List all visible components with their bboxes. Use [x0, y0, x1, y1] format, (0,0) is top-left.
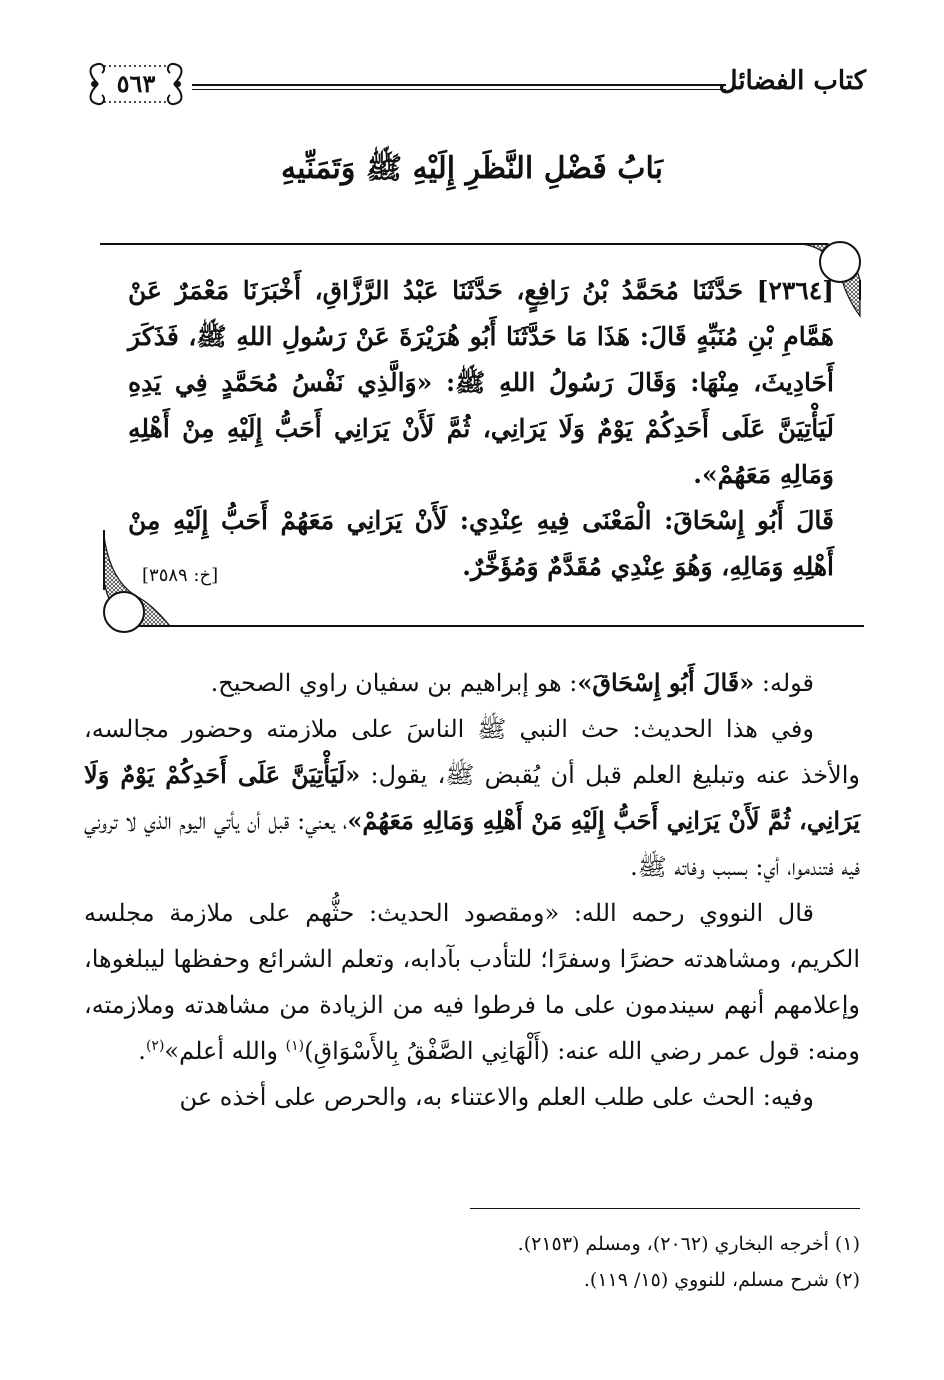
hadith-text — [128, 268, 834, 590]
commentary-text: ، يعني: قبل أن يأتي اليوم الذي لا تروني فيه فتندموا، أي: بسبب وفاته ﷺ. — [84, 807, 860, 881]
book-title: كتاب الفضائل — [718, 66, 866, 96]
commentary-text: قوله: — [754, 669, 814, 697]
page-number: ٥٦٣ — [116, 69, 156, 98]
running-header — [84, 60, 866, 110]
footnote-separator — [470, 1208, 860, 1209]
page-number-ornament — [84, 60, 188, 108]
hadith-reference: [خ: ٣٥٨٩] — [142, 565, 219, 586]
commentary-text: . — [138, 1037, 146, 1065]
commentary — [84, 660, 860, 1120]
header-rule — [192, 84, 726, 86]
commentary-quote: «لَيَأْتِيَنَّ عَلَى أَحَدِكُمْ يَوْمٌ وَلَا يَرَانِي، ثُمَّ لَأَنْ يَرَانِي أَحَبُّ إِلَيْهِ مَنْ أَهْلِهِ وَمَالِهِ مَعَهُمْ» — [84, 760, 860, 835]
footnote-marker[interactable]: (١) — [285, 1038, 305, 1054]
commentary-paragraph: وفيه: الحث على طلب العلم والاعتناء به، والحرص على أخذه عن — [179, 1083, 814, 1111]
commentary-text: قال النووي رحمه الله: «ومقصود الحديث: حثُّهم على ملازمة مجلسه الكريم، ومشاهدته حضرًا وسفرًا؛ للتأدب بآدابه، وتعلم الشرائع وحفظها ليبلغوها، وإعلامهم أنهم سيندمون على ما فرطوا فيه من الزيادة من مشاهدته وملازمته، ومنه: قول عمر رضي الله عنه: (أَلْهَانِي الصَّفْقُ بِالأَسْوَاقِ) — [84, 899, 860, 1065]
commentary-paragraph — [84, 660, 860, 706]
chapter-heading: بَابُ فَضْلِ النَّظَرِ إِلَيْهِ ﷺ وَتَمَنِّيهِ — [281, 151, 663, 186]
commentary-text: والله أعلم» — [164, 1037, 286, 1065]
hadith-paragraph: قَالَ أَبُو إِسْحَاقَ: الْمَعْنَى فِيهِ عِنْدِي: لَأَنْ يَرَانِي مَعَهُمْ أَحَبُّ إِلَيْهِ مِنْ أَهْلِهِ وَمَالِهِ، وَهُوَ عِنْدِي مُقَدَّمٌ وَمُؤَخَّرٌ. — [128, 506, 834, 581]
commentary-quote: «قَالَ أَبُو إِسْحَاقَ» — [577, 668, 755, 697]
footnotes — [84, 1226, 860, 1298]
footnote: (٢) شرح مسلم، للنووي (١٥/ ١١٩). — [583, 1269, 860, 1291]
commentary-text: وفي هذا الحديث: حث النبي ﷺ الناسَ على ملازمته وحضور مجالسه، والأخذ عنه وتبليغ العلم قبل أن يُقبض ﷺ، يقول: — [84, 715, 861, 789]
hadith-paragraph: [٢٣٦٤] حَدَّثَنَا مُحَمَّدُ بْنُ رَافِعٍ، حَدَّثَنَا عَبْدُ الرَّزَّاقِ، أَخْبَرَنَا مَعْمَرٌ عَنْ هَمَّامِ بْنِ مُنَبِّهٍ قَالَ: هَذَا مَا حَدَّثَنَا أَبُو هُرَيْرَةَ عَنْ رَسُولِ اللهِ ﷺ، فَذَكَرَ أَحَادِيثَ، مِنْهَا: وَقَالَ رَسُولُ اللهِ ﷺ: «وَالَّذِي نَفْسُ مُحَمَّدٍ فِي يَدِهِ لَيَأْتِيَنَّ عَلَى أَحَدِكُمْ يَوْمٌ وَلَا يَرَانِي، ثُمَّ لَأَنْ يَرَانِي أَحَبُّ إِلَيْهِ مِنْ أَهْلِهِ وَمَالِهِ مَعَهُمْ». — [128, 276, 834, 489]
hadith-frame — [100, 240, 864, 640]
footnote: (١) أخرجه البخاري (٢٠٦٢)، ومسلم (٢١٥٣). — [517, 1233, 860, 1255]
commentary-paragraph — [84, 706, 860, 890]
commentary-paragraph — [84, 890, 860, 1074]
footnote-marker[interactable]: (٢) — [145, 1038, 165, 1054]
commentary-text: : هو إبراهيم بن سفيان راوي الصحيح. — [210, 669, 578, 697]
